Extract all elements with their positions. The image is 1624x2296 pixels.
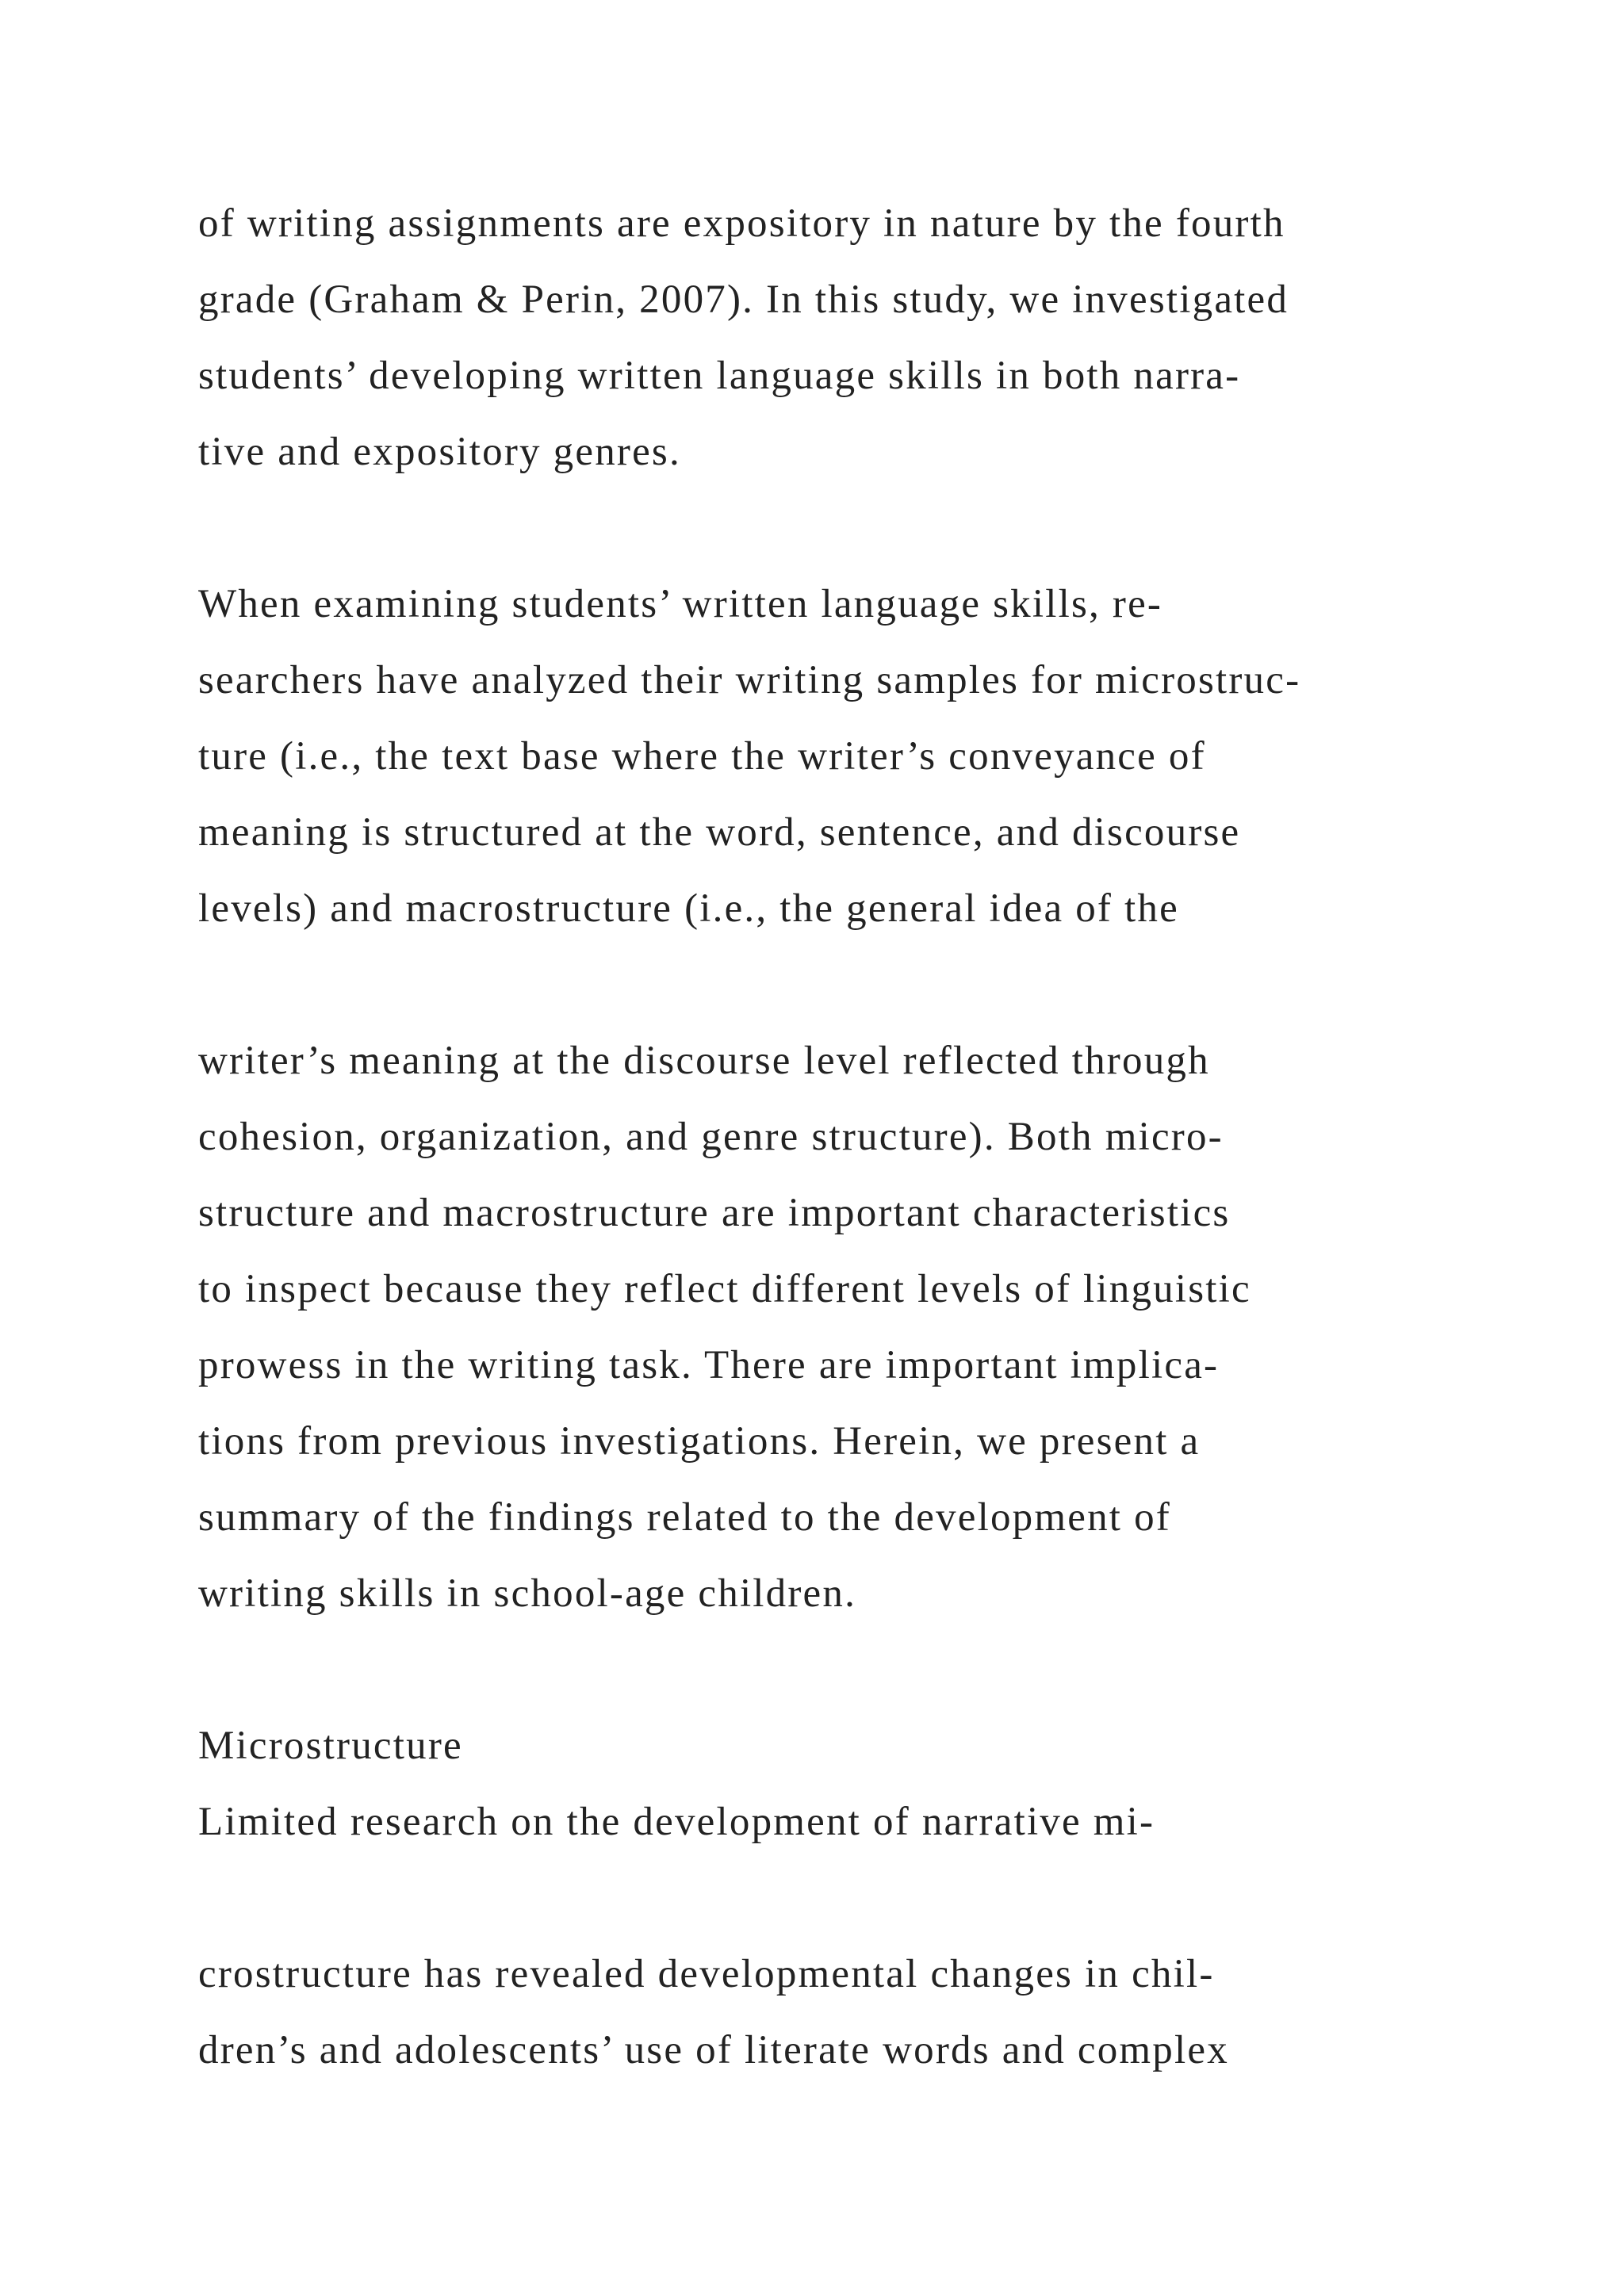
text-line: tive and expository genres. (198, 430, 681, 474)
text-line: searchers have analyzed their writing samples for microstruc- (198, 658, 1301, 702)
text-line: structure and macrostructure are important characteristics (198, 1191, 1231, 1235)
section-heading: Microstructure (198, 1724, 463, 1768)
text-line: When examining students’ written language skills, re- (198, 582, 1163, 626)
text-line: of writing assignments are expository in nature by the fourth (198, 201, 1285, 246)
text-line: meaning is structured at the word, sentence, and discourse (198, 810, 1241, 855)
text-line: students’ developing written language skills in both narra- (198, 354, 1241, 398)
text-line: writing skills in school-age children. (198, 1571, 857, 1616)
text-line: summary of the findings related to the development of (198, 1495, 1171, 1540)
text-line: prowess in the writing task. There are important implica- (198, 1343, 1220, 1387)
text-line: writer’s meaning at the discourse level reflected through (198, 1039, 1210, 1083)
text-line: Limited research on the development of narrative mi- (198, 1800, 1155, 1844)
text-line: to inspect because they reflect different levels of linguistic (198, 1267, 1251, 1311)
text-line: cohesion, organization, and genre structure). Both micro- (198, 1115, 1224, 1159)
text-line: tions from previous investigations. Herein, we present a (198, 1419, 1201, 1464)
text-line: dren’s and adolescents’ use of literate words and complex (198, 2028, 1229, 2072)
text-line: ture (i.e., the text base where the writer’s conveyance of (198, 734, 1206, 779)
text-line: levels) and macrostructure (i.e., the general idea of the (198, 886, 1179, 931)
text-line: crostructure has revealed developmental changes in chil- (198, 1952, 1215, 1996)
text-line: grade (Graham & Perin, 2007). In this study, we investigated (198, 277, 1289, 322)
